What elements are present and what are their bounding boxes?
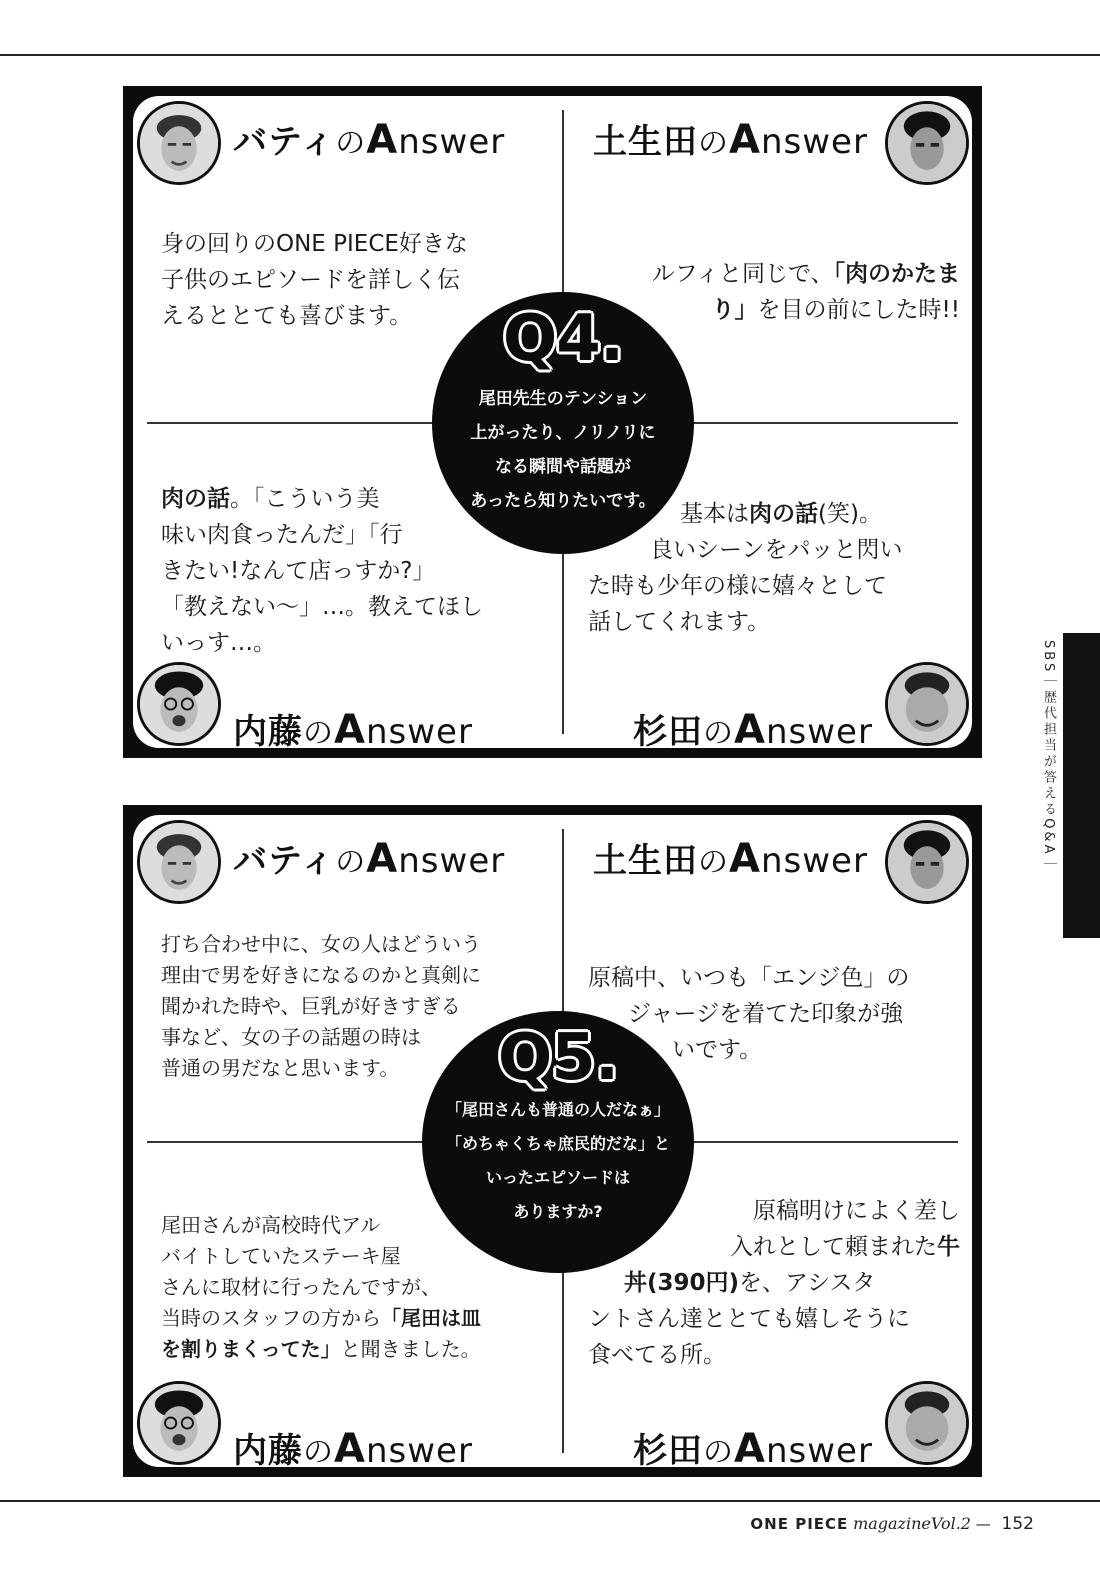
batty-avatar xyxy=(137,820,221,904)
q4-question-circle xyxy=(432,292,694,554)
page-footer xyxy=(750,1514,1034,1534)
sugita-answer-heading: 杉田のAnswer xyxy=(633,707,873,748)
batty-answer-text: 身の回りのONE PIECE好きな 子供のエピソードを詳しく伝 えるととても喜びます。 xyxy=(161,231,468,329)
batty-answer-heading: バティのAnswer xyxy=(233,836,506,882)
q5-question-text: 「尾田さんも普通の人だなぁ」 「めちゃくちゃ庶民的だな」と いったエピソードは ありますか? xyxy=(445,1100,670,1221)
naito-answer-heading: 内藤のAnswer xyxy=(233,1426,473,1467)
footer-separator: — xyxy=(975,1515,991,1533)
page-number: 152 xyxy=(1001,1514,1034,1534)
top-rule xyxy=(0,54,1100,56)
footer-magazine: magazine xyxy=(853,1514,931,1533)
habuta-avatar xyxy=(885,101,969,185)
habuta-avatar xyxy=(885,820,969,904)
naito-answer-heading: 内藤のAnswer xyxy=(233,707,473,748)
naito-avatar xyxy=(137,662,221,746)
bottom-rule xyxy=(0,1500,1100,1502)
sugita-answer-text: 基本は肉の話(笑)。 良いシーンをパッと閃い た時も少年の様に嬉々として 話してくれます。 xyxy=(588,501,903,635)
sugita-answer-heading: 杉田のAnswer xyxy=(633,1426,873,1467)
q5-panel-inner xyxy=(133,815,972,1467)
q4-number: Q4. xyxy=(502,302,624,376)
footer-brand: ONE PIECE xyxy=(750,1515,849,1533)
footer-volume: Vol.2 xyxy=(930,1514,971,1533)
q4-question-text: 尾田先生のテンション 上がったり、ノリノリに なる瞬間や話題が あったら知りたいです。 xyxy=(470,389,656,511)
naito-answer-text: 肉の話。「こういう美 味い肉食ったんだ」「行 きたい!なんて店っすか?」 「教えない〜」…。教えてほし いっす…。 xyxy=(161,486,483,656)
sugita-avatar xyxy=(885,1381,969,1465)
q5-number: Q5. xyxy=(497,1021,619,1095)
habuta-answer-text: ルフィと同じで、「肉のかたま り」を目の前にした時!! xyxy=(651,261,960,323)
sugita-avatar xyxy=(885,662,969,746)
q4-panel-inner xyxy=(133,96,972,748)
q5-question-circle xyxy=(422,1011,694,1273)
habuta-answer-heading: 土生田のAnswer xyxy=(593,117,868,163)
q4-panel xyxy=(123,86,982,758)
habuta-answer-text: 原稿中、いつも「エンジ色」の ジャージを着てた印象が強 いです。 xyxy=(588,965,910,1063)
batty-avatar xyxy=(137,101,221,185)
naito-avatar xyxy=(137,1381,221,1465)
q5-panel xyxy=(123,805,982,1477)
sugita-answer-text: 原稿明けによく差し 入れとして頼まれた牛 丼(390円)を、アシスタ ントさん達ととても嬉しそうに 食べてる所。 xyxy=(588,1198,960,1368)
habuta-answer-heading: 土生田のAnswer xyxy=(593,836,868,882)
naito-answer-text: 尾田さんが高校時代アル バイトしていたステーキ屋 さんに取材に行ったんですが、 当時のスタッフの方から「尾田は皿 を割りまくってた」と聞きました。 xyxy=(161,1213,481,1361)
side-section-tab xyxy=(1063,633,1100,938)
batty-answer-heading: バティのAnswer xyxy=(233,117,506,163)
side-section-title: SBS｜歴代担当が答えるQ&A｜ xyxy=(1041,640,1056,873)
batty-answer-text: 打ち合わせ中に、女の人はどういう 理由で男を好きになるのかと真剣に 聞かれた時や、巨乳が好きすぎる 事など、女の子の話題の時は 普通の男だなと思います。 xyxy=(161,932,481,1080)
